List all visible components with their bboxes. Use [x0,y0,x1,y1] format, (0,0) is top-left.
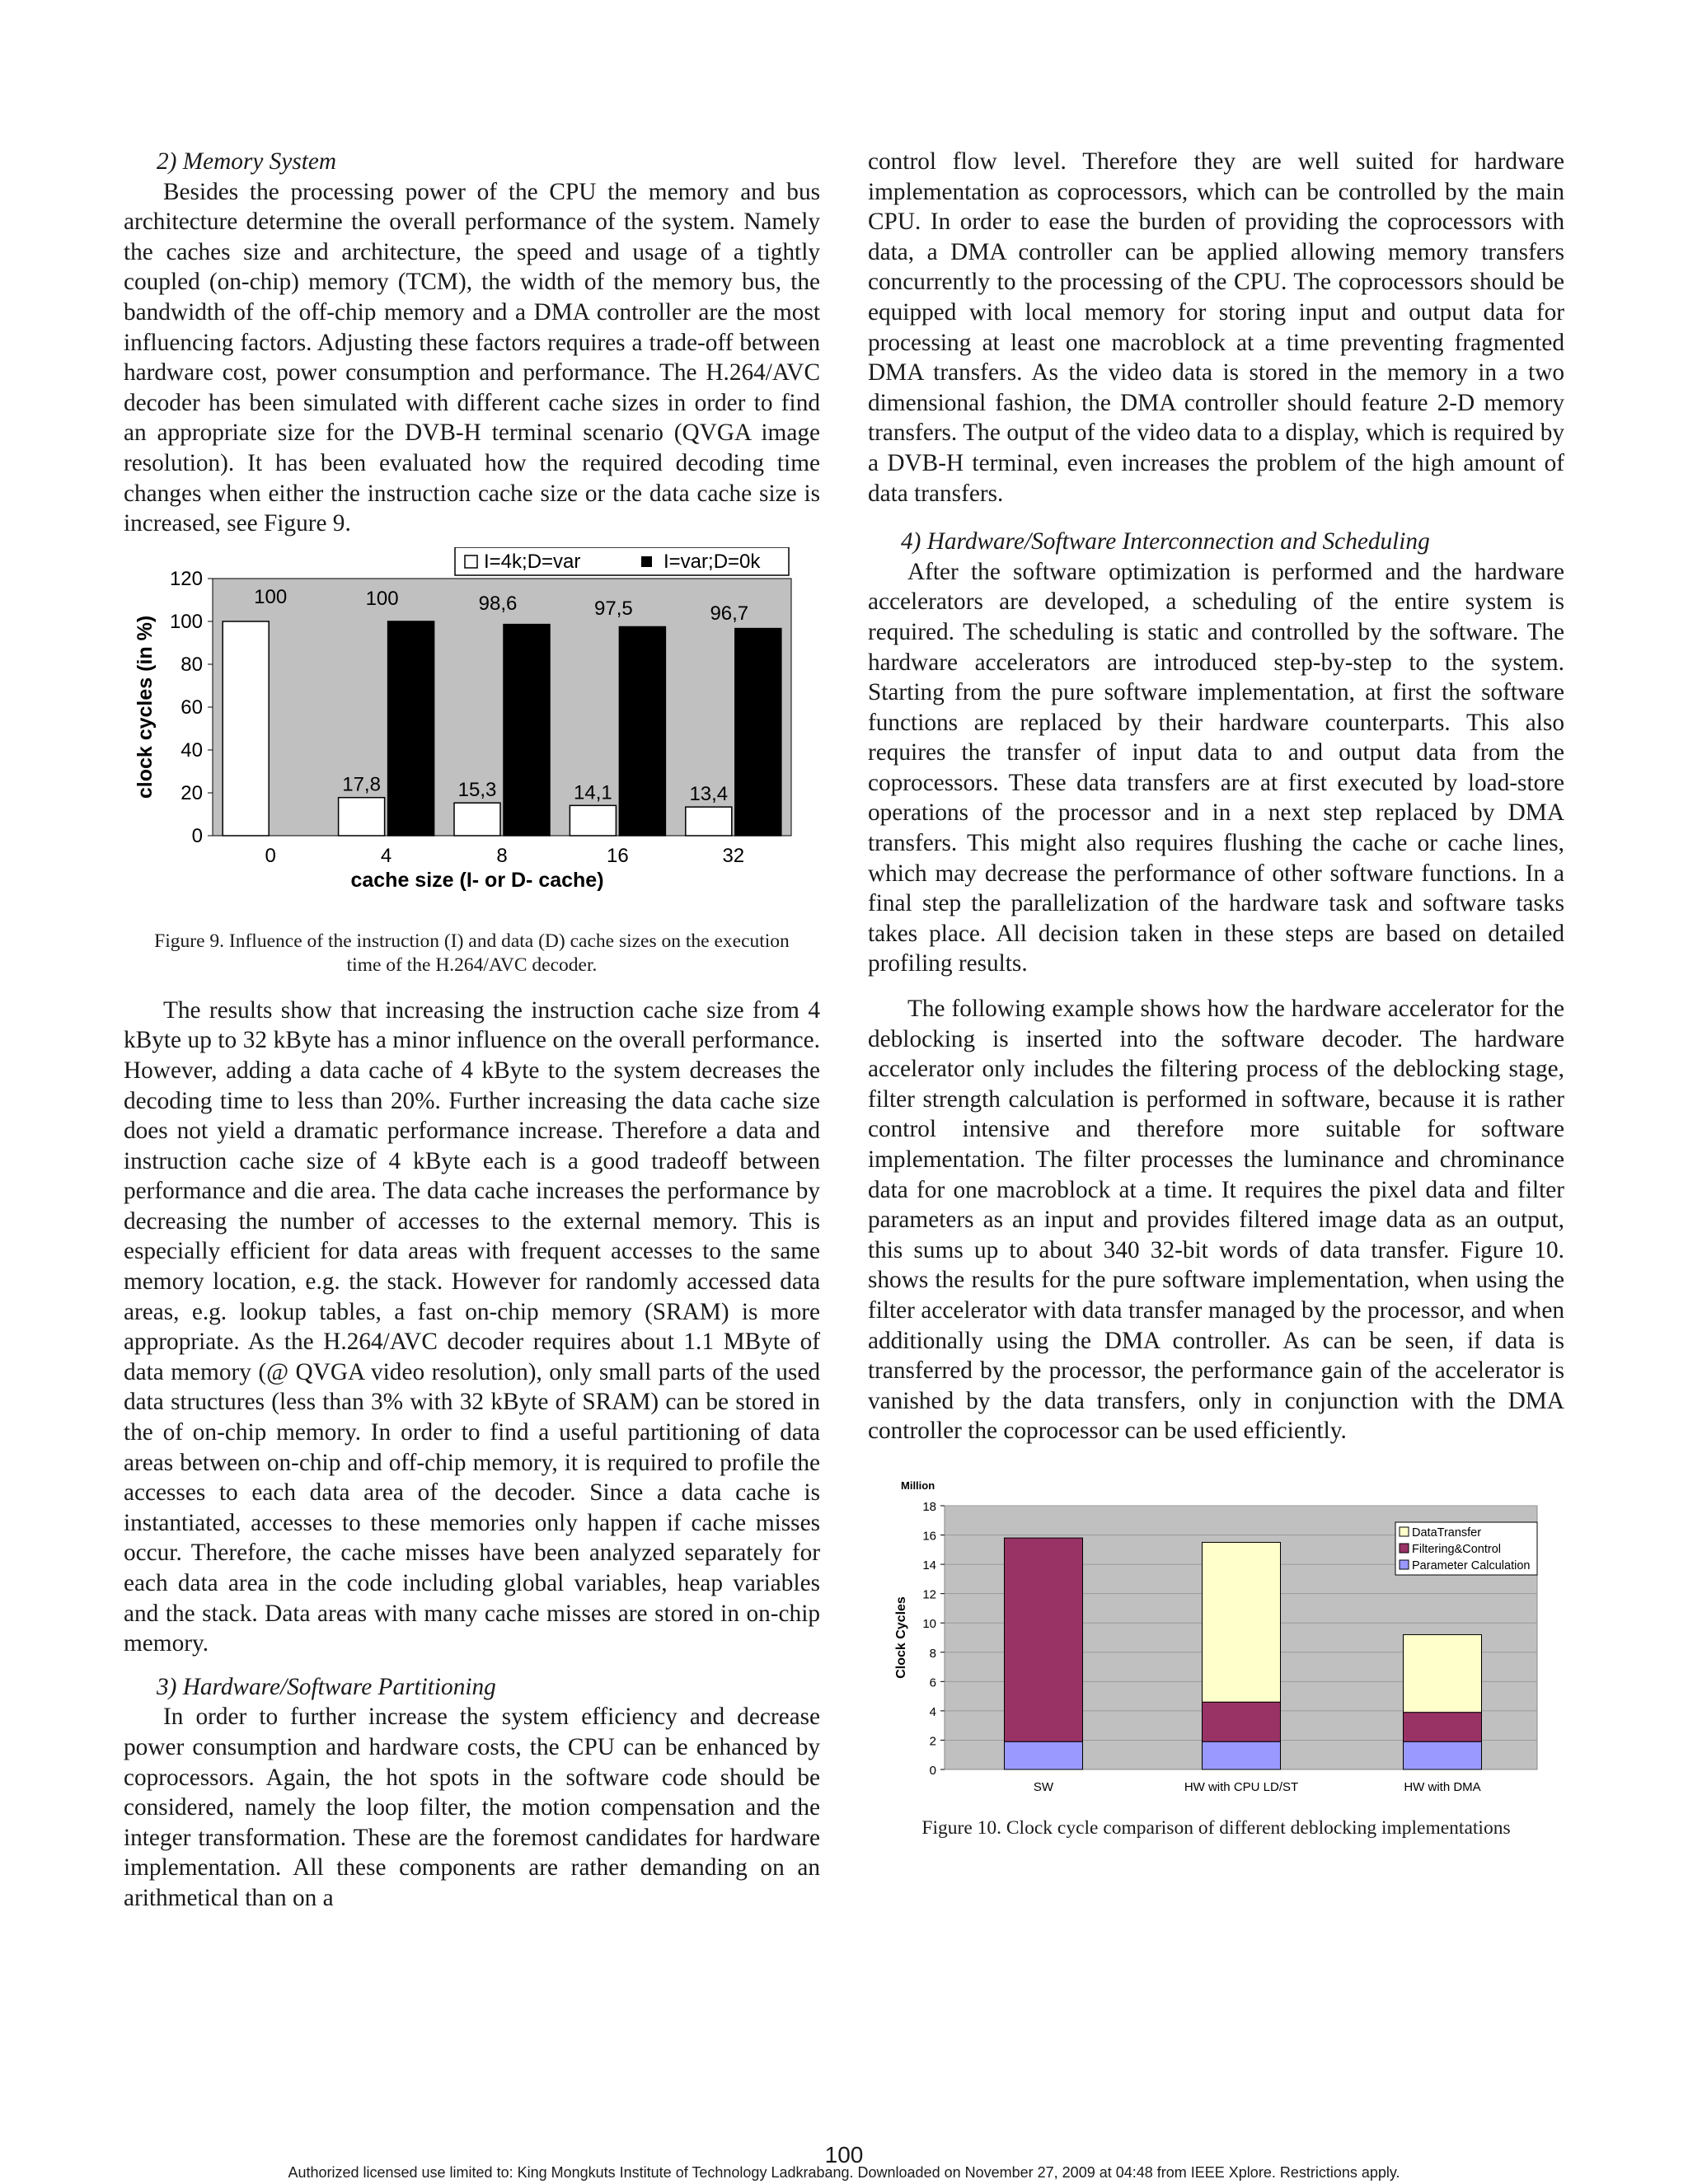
fig9-data-label: 100 [254,585,288,608]
fig9-y-tick-label: 60 [181,696,203,719]
fig9-x-tick-label: 32 [722,844,745,867]
fig9-data-label: 100 [365,587,399,610]
paragraph-results: The results show that increasing the instruction cache size from 4 kByte up to 32 kByte has a minor influence on the overall performance. However, adding a data cache of 4 kByte to the system decreases the decoding time to less than 20%. Further increasing the data cache size does not yield a dramatic performance increase. Therefore a data and instruction cache size of 4 kByte each is a good tradeoff between performance and die area. The data cache increases the performance by decreasing the number of accesses to the external memory. This is especially efficient for data areas with frequent accesses to the same memory location, e.g. the stack. However for randomly accessed data areas, e.g. lookup tables, a fast on-chip memory (SRAM) is more appropriate. As the H.264/AVC decoder requires about 1.1 MByte of data memory (@ QVGA video resolution), only small parts of the used data structures (less than 3% with 32 kByte of SRAM) can be stored in the of on-chip memory. In order to find a useful partitioning of data areas between on-chip and off-chip memory, it is required to profile the accesses to each data area of the decoder. Since a data cache is instantiated, accesses to these memories only happen if cache misses occur. Therefore, the cache misses have been analyzed separately for each data area in the code including global variables, heap variables and the stack. Data areas with many cache misses are stored in on-chip memory. [124,996,820,1657]
fig9-y-tick-label: 20 [181,781,203,804]
fig9-data-label: 14,1 [574,781,612,804]
fig10-bar-parameter-calculation [1203,1741,1281,1769]
fig10-bar-filtering-control [1005,1538,1083,1741]
fig9-bar-ivar-d0k [619,626,665,836]
fig9-data-label: 13,4 [689,782,729,805]
paragraph-memory-system: Besides the processing power of the CPU the memory and bus architecture determine the overall performance of the system. Namely the caches size and architecture, the speed and usage of a tightly coupled (on-chip) memory (TCM), the width of the memory bus, the bandwidth of the off-chip memory and a DMA controller are the most influencing factors. Adjusting these factors requires a trade-off between hardware cost, power consumption and performance. The H.264/AVC decoder has been simulated with different cache sizes in order to find an appropriate size for the DVB-H terminal scenario (QVGA image resolution). It has been evaluated how the required decoding time changes when either the instruction cache size or the data cache size is increased, see Figure 9. [124,178,820,537]
fig10-bar-datatransfer [1203,1542,1281,1702]
fig9-legend-swatch-white [465,555,477,568]
fig10-x-tick-label: HW with DMA [1404,1779,1481,1794]
fig10-y-tick-label: 6 [929,1675,936,1690]
fig10-y-tick-label: 4 [929,1704,936,1719]
right-column [868,147,1564,1840]
fig10-y-tick-label: 0 [929,1763,936,1778]
fig9-y-tick-label: 100 [169,610,203,633]
fig10-y-unit: Million [901,1479,935,1492]
figure-10-caption: Figure 10. Clock cycle comparison of different deblocking implementations [921,1816,1511,1839]
fig9-x-tick-label: 0 [265,844,276,867]
fig9-data-label: 15,3 [457,778,497,801]
paragraph-example: The following example shows how the hardware accelerator for the deblocking is inserted into the software decoder. The hardware accelerator only includes the filtering process of the deblocking stage, filter strength calculation is performed in software, because it is rather control intensive and therefore more suitable for software implementation. The filter processes the luminance and chrominance data for one macroblock at a time. It requires the pixel data and filter parameters as an input and provides filtered image data as an output, this sums up to about 340 32-bit words of data transfer. Figure 10. shows the results for the pure software implementation, when using the filter accelerator with data transfer managed by the processor, and when additionally using the DMA controller. As can be seen, if data is transferred by the processor, the performance gain of the accelerator is vanished by the data transfers, only in conjunction with the DMA controller the coprocessor can be used efficiently. [868,996,1564,1445]
fig10-y-tick-label: 16 [922,1529,936,1544]
section-heading-interconnection: 4) Hardware/Software Interconnection and Scheduling [901,528,1430,555]
fig9-y-axis-title: clock cycles (in %) [134,615,157,799]
fig10-x-tick-label: SW [1033,1779,1054,1794]
fig9-bar-i4k-dvar [223,621,269,836]
fig9-data-label: 97,5 [594,597,633,620]
fig10-y-tick-label: 18 [922,1499,936,1514]
left-column [124,147,820,1914]
fig9-legend-swatch-black [641,556,652,567]
figure-9-chart [124,547,820,914]
fig9-y-tick-label: 80 [181,653,203,676]
fig10-legend-label: Parameter Calculation [1412,1558,1531,1572]
page-number: 100 [824,2142,864,2168]
fig9-bar-ivar-d0k [388,621,434,836]
fig9-data-label: 17,8 [342,773,381,796]
fig10-y-tick-label: 2 [929,1734,936,1749]
fig10-bar-parameter-calculation [1005,1741,1083,1769]
fig9-bar-i4k-dvar [570,805,616,836]
figure-10 [868,1479,1564,1840]
section-heading-partitioning: 3) Hardware/Software Partitioning [157,1673,496,1700]
fig10-legend-swatch [1400,1544,1409,1553]
paragraph-partitioning: In order to further increase the system efficiency and decrease power consumption and hardware costs, the CPU can be enhanced by coprocessors. Again, the hot spots in the software code should be considered, namely the loop filter, the motion compensation and the integer transformation. These are the foremost candidates for hardware implementation. All these components are rather demanding on an arithmetical than on a [124,1704,820,1911]
paragraph-scheduling: After the software optimization is performed and the hardware accelerators are developed, a scheduling of the entire system is required. The scheduling is static and controlled by the software. The hardware accelerators are introduced step-by-step to the system. Starting from the pure software implementation, at first the software functions are replaced by their hardware counterparts. This also requires the transfer of input data to and output data from the coprocessors. These data transfers are at first executed by load-store operations of the processor and in a next step replaced by DMA transfers. This might also requires flushing the cache or cache lines, which may decrease the performance of other software functions. In a final step the parallelization of the hardware task and software tasks takes place. All decision taken in these steps are based on detailed profiling results. [868,558,1564,977]
fig10-bar-datatransfer [1404,1634,1482,1712]
fig10-legend-swatch [1400,1527,1409,1536]
paragraph-control-flow: control flow level. Therefore they are well suited for hardware implementation as coprocessors, which can be controlled by the main CPU. In order to ease the burden of providing the coprocessors with data, a DMA controller can be applied allowing memory transfers concurrently to the processing of the CPU. The coprocessors should be equipped with local memory for storing input and output data for processing at least one macroblock at a time preventing fragmented DMA transfers. As the video data is stored in the memory in a two dimensional fashion, the DMA controller should feature 2-D memory transfers. The output of the video data to a display, which is required by a DVB-H terminal, even increases the problem of the high amount of data transfers. [868,148,1564,507]
fig10-bar-filtering-control [1203,1702,1281,1741]
fig10-legend-swatch [1400,1560,1409,1569]
fig9-bar-i4k-dvar [454,803,500,836]
fig9-y-tick-label: 0 [191,824,203,847]
fig10-y-tick-label: 10 [922,1617,936,1632]
fig9-x-axis-title: cache size (I- or D- cache) [350,868,604,892]
fig9-legend-label: I=var;D=0k [663,550,761,573]
figure-9 [124,547,820,977]
fig10-x-tick-label: HW with CPU LD/ST [1184,1779,1299,1794]
fig10-bar-filtering-control [1404,1713,1482,1742]
fig10-y-axis-title: Clock Cycles [894,1596,908,1679]
fig9-y-tick-label: 120 [169,567,203,590]
fig9-y-tick-label: 40 [181,738,203,762]
fig10-legend-label: DataTransfer [1412,1526,1482,1540]
fig9-data-label: 98,6 [478,592,518,615]
fig10-legend-label: Filtering&Control [1412,1542,1501,1556]
fig9-bar-ivar-d0k [504,624,550,835]
fig9-x-tick-label: 4 [380,844,392,867]
figure-10-chart [868,1479,1564,1807]
fig9-bar-i4k-dvar [686,807,732,836]
footer-notice: Authorized licensed use limited to: King Mongkuts Institute of Technology Ladkrabang. Downloaded on November 27, 2009 at 04:48 from IEEE Xplore. Restrictions apply. [288,2164,1400,2181]
fig9-x-tick-label: 8 [496,844,508,867]
fig9-data-label: 96,7 [710,602,749,625]
fig9-legend-label: I=4k;D=var [484,550,581,573]
section-heading-memory-system: 2) Memory System [157,148,337,175]
fig10-bar-parameter-calculation [1404,1741,1482,1769]
fig9-bar-ivar-d0k [735,628,781,835]
fig10-y-tick-label: 8 [929,1646,936,1661]
fig10-y-tick-label: 14 [922,1558,936,1573]
fig10-y-tick-label: 12 [922,1587,936,1602]
fig9-x-tick-label: 16 [607,844,629,867]
figure-9-caption: Figure 9. Influence of the instruction (I) and data (D) cache sizes on the execution time of the H.264/AVC decoder. [154,930,790,976]
fig9-bar-i4k-dvar [339,797,385,835]
